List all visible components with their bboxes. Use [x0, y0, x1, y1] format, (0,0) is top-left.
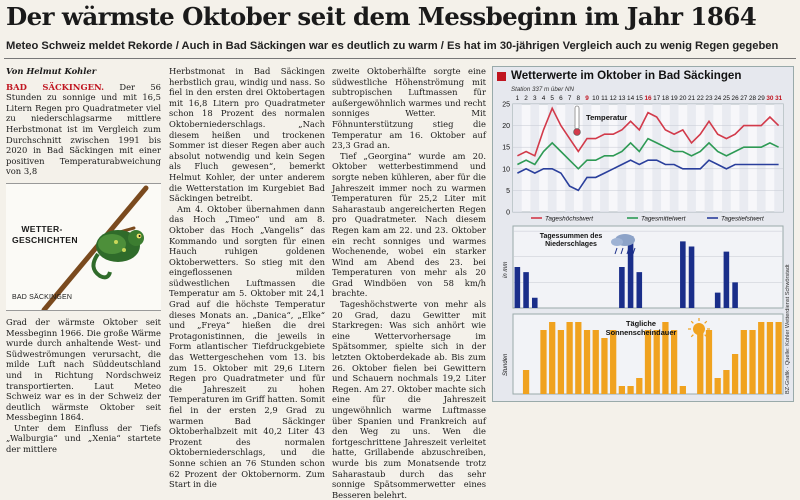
- legend-label: Tageshöchstwert: [545, 215, 594, 223]
- day-tick-label: 30: [766, 95, 774, 102]
- day-stripe: [757, 104, 766, 212]
- day-stripe: [739, 104, 748, 212]
- day-tick-label: 16: [644, 95, 652, 102]
- temperature-tick-label: 0: [506, 209, 510, 217]
- sunshine-unit-label: Stunden: [503, 353, 509, 376]
- day-tick-label: 14: [627, 95, 635, 102]
- thermometer-icon: [575, 106, 579, 130]
- sunshine-bar: [654, 330, 660, 394]
- article-paragraph: Herbstmonat in Bad Säckingen herbstlich grau, windig und nass. So fiel in den ersten drei Oktobertagen mit 16,8 Litern pro Quadratmeter schon 18 Prozent des normalen Oktoberniederschlags. „Nach diesem heißen und trockenen Sommer ist dieser Regen aber auch absolut notwendig und kein Segen als Fluch gewesen“, bemerkt Helmut Kohler, der unter anderem die Wetterstation im Kurgebiet Bad Säckingen betreibt.: [169, 66, 325, 204]
- day-tick-label: 6: [559, 95, 563, 102]
- sunshine-bar: [593, 330, 599, 394]
- day-tick-label: 10: [592, 95, 600, 102]
- chart-title: Wetterwerte im Oktober in Bad Säckingen: [511, 69, 742, 82]
- sunshine-bar: [627, 386, 633, 394]
- day-stripe: [513, 104, 522, 212]
- day-tick-label: 28: [748, 95, 757, 102]
- sunshine-bar: [749, 330, 755, 394]
- sunshine-label-line: Sonnenscheindauer: [605, 328, 677, 337]
- article-paragraph: Tief „Georgina“ wurde am 20. Oktober wetterbestimmend und sorgte neben kühleren, aber für die Jahreszeit immer noch zu warmen Temperaturen für 25,2 Liter mit Saharastaub angereicherten Regen pro Quadratmeter. Nach diesem Regen kam am 22. und 23. Oktober ein recht sonniges und warmes Wochenende, wobei ein starker Wind am Abend des 23. bei Temperaturen von mehr als 20 Grad Windböen von 58 km/h brachte.: [332, 150, 486, 299]
- day-tick-label: 20: [679, 95, 687, 102]
- day-tick-label: 27: [740, 95, 748, 102]
- temperature-label: Temperatur: [586, 113, 628, 122]
- article-column-1: [6, 66, 161, 455]
- day-tick-label: 15: [635, 95, 643, 102]
- day-stripe: [670, 104, 679, 212]
- day-tick-label: 24: [714, 95, 722, 102]
- day-stripe: [722, 104, 731, 212]
- day-tick-label: 8: [576, 95, 581, 102]
- rain-label-line: Niederschlages: [545, 241, 597, 248]
- article-paragraph: Am 4. Oktober übernahmen dann das Hoch „Timeo“ und am 8. Oktober das Hoch „Vangelis“ das Kommando und sorgten für einen Hauch ruhigen goldenen Oktoberwetters. So stieg mit den eingeflossenen milden südwestlichen Luftmassen die Temperatur am 5. Oktober mit 24,1 Grad auf die höchste Temperatur dieses Monats an. „Danica“, „Elke“ und „Freya“ hießen die drei Protagonistinnen, die jeweils in Form atlantischer Tiefdruckgebiete das Wettergeschehen vom 13. bis zum 15. Oktober mit 29,6 Litern Regen pro Quadratmeter und für die Jahreszeit zu hohen Temperaturen im Griff hatten. Somit fiel in der ersten 2,9 Grad zu warmen Bad Säckinger Oktoberhalbzeit mit 40,2 Liter 43 Prozent des normalen Oktoberniederschlags, und die Sonne schien an 76 Stunden schon 62 Prozent der Oktobernorm. Zum Start in die: [169, 203, 325, 490]
- thermometer-bulb: [574, 129, 581, 136]
- sunshine-bar: [680, 386, 686, 394]
- sunshine-bar: [758, 322, 764, 394]
- day-tick-label: 3: [532, 95, 537, 102]
- rain-bar: [637, 272, 643, 308]
- weather-chart: [492, 66, 794, 402]
- sunshine-bar: [715, 378, 721, 394]
- rain-bar: [715, 293, 721, 308]
- article-paragraph: Tageshöchstwerte von mehr als 20 Grad, dazu Gewitter mit Starkregen: Was sich anhört wie eine Wettervorhersage im Spätsommer, spielte sich in der letzten Oktoberdekade ab. Bis zum 26. Oktober fielen bei Gewittern und Schauern nochmals 19,2 Liter Regen. Am 27. Oktober machte sich eine für die Jahreszeit ungewöhnlich warme Luftmasse über Spanien und Frankreich auf den Weg zu uns. Wen die fortgeschrittene Jahreszeit verleitet hatte, Grillabende abzuschreiben, wurde bis zum Monatsende trotz Saharastaub durch das sehr sonnige Spätsommerwetter eines Besseren belehrt.: [332, 299, 486, 500]
- sunshine-bar: [558, 330, 564, 394]
- day-tick-label: 29: [757, 95, 765, 102]
- rain-bar: [515, 267, 521, 308]
- sunshine-bar: [523, 370, 529, 394]
- chameleon-on-branch-icon: [6, 184, 161, 310]
- sunshine-bar: [575, 322, 581, 394]
- sunshine-bar: [540, 330, 546, 394]
- chart-credit: BZ-Grafik · Quelle: Kohler Wetterdienst Schwörstadt: [785, 264, 791, 394]
- subhead: Meteo Schweiz meldet Rekorde / Auch in Bad Säckingen war es deutlich zu warm / Es hat im 30-jährigen Vergleich auch zu wenig Regen gegeben: [6, 40, 779, 52]
- sunshine-bar: [732, 354, 738, 394]
- dateline: BAD SÄCKINGEN.: [6, 81, 105, 92]
- legend-label: Tagesmittelwert: [641, 215, 686, 223]
- temperature-tick-label: 25: [502, 101, 510, 109]
- divider: [4, 58, 796, 59]
- day-tick-label: 11: [601, 95, 608, 102]
- sunshine-bar: [776, 322, 782, 394]
- box-location: BAD SÄCKINGEN: [12, 294, 73, 302]
- day-tick-label: 5: [550, 95, 554, 102]
- day-stripe: [548, 104, 557, 212]
- day-tick-label: 21: [687, 95, 696, 102]
- day-tick-label: 26: [731, 95, 739, 102]
- day-tick-label: 7: [567, 95, 572, 102]
- article-intro: [6, 82, 161, 177]
- day-tick-label: 23: [705, 95, 713, 102]
- day-stripe: [530, 104, 539, 212]
- sunshine-bar: [619, 386, 625, 394]
- temperature-tick-label: 5: [506, 187, 510, 195]
- wetter-geschichten-box: [6, 183, 161, 311]
- day-tick-label: 18: [661, 95, 669, 102]
- sun-icon: [693, 323, 705, 335]
- chart-header: [493, 67, 793, 85]
- temperature-tick-label: 10: [502, 166, 510, 174]
- sunshine-label-line: Tägliche: [626, 319, 656, 328]
- rain-bar: [523, 272, 529, 308]
- sunshine-bar: [671, 330, 677, 394]
- sunshine-bar: [645, 330, 651, 394]
- day-tick-label: 2: [524, 95, 528, 102]
- article-paragraph: zweite Oktoberhälfte sorgte eine südwestliche Höhenströmung mit subtropischen Luftmassen für außergewöhnlich warmes und recht sonniges Wetter. Mit Föhnunterstützung stieg die Temperatur am 16. Oktober auf 23,3 Grad an.: [332, 66, 486, 151]
- sunshine-bar: [549, 322, 555, 394]
- day-tick-label: 1: [515, 95, 520, 102]
- article-column-3: [332, 66, 486, 500]
- sunshine-bar: [723, 370, 729, 394]
- day-tick-label: 25: [722, 95, 730, 102]
- article-paragraph: Unter dem Einfluss der Tiefs „Walburgia“ und „Xenia“ startete der mittlere: [6, 422, 161, 455]
- headline: Der wärmste Oktober seit dem Messbeginn im Jahr 1864: [6, 2, 757, 31]
- cloud-icon-part: [611, 238, 623, 246]
- rain-label-line: Tagessummen des: [539, 233, 603, 240]
- day-stripe: [687, 104, 696, 212]
- article-column-2: [169, 66, 325, 490]
- rain-bar: [689, 247, 695, 309]
- chart-station: Station 337 m über NN: [511, 86, 574, 93]
- rain-bar: [724, 252, 730, 308]
- rain-bar: [680, 241, 686, 308]
- temperature-tick-label: 20: [502, 123, 510, 131]
- byline: Von Helmut Kohler: [6, 66, 97, 76]
- rain-bar: [532, 298, 538, 308]
- day-tick-label: 13: [618, 95, 626, 102]
- box-title: WETTER-GESCHICHTEN: [12, 223, 78, 245]
- sunshine-bar: [697, 330, 703, 394]
- sunshine-bar: [636, 378, 642, 394]
- article-intro-text: Der 56 Stunden zu sonnige und mit 16,5 Litern Regen pro Quadratmeter viel zu niederschlagsarme mittlere Herbstmonat ist im Vergleich zum Durchschnitt zwischen 1991 bis 2020 in Bad Säckingen mit einer positiven Temperaturabweichung von 3,8: [6, 81, 161, 177]
- sunshine-bar: [741, 330, 747, 394]
- sunshine-bar: [601, 338, 607, 394]
- article-paragraph: Grad der wärmste Oktober seit Messbeginn 1966. Die große Wärme wurde durch anhaltende West- und Südweströmungen verursacht, die milde Luft nach Süddeutschland und in Richtung Nordschweiz transportierten. Laut Meteo Schweiz war es in der Schweiz der deutlich wärmste Oktober seit Messbeginn 1864.: [6, 316, 161, 423]
- sunshine-bar: [566, 322, 572, 394]
- sunshine-bar: [610, 330, 616, 394]
- day-tick-label: 22: [696, 95, 704, 102]
- rain-bar: [732, 282, 738, 308]
- chart-marker-square: [497, 72, 506, 81]
- day-tick-label: 9: [585, 95, 589, 102]
- chart-plot: [493, 94, 793, 400]
- day-stripe: [635, 104, 644, 212]
- day-tick-label: 31: [775, 95, 783, 102]
- day-tick-label: 19: [670, 95, 678, 102]
- sunshine-bar: [706, 330, 712, 394]
- sunshine-bar: [584, 330, 590, 394]
- day-tick-label: 17: [653, 95, 661, 102]
- day-tick-label: 12: [609, 95, 617, 102]
- temperature-tick-label: 15: [502, 144, 510, 152]
- rain-unit-label: in mm: [503, 261, 509, 278]
- day-tick-label: 4: [541, 95, 546, 102]
- rain-bar: [619, 267, 625, 308]
- rain-bar: [628, 236, 634, 308]
- sunshine-bar: [767, 322, 773, 394]
- legend-label: Tagestiefstwert: [721, 215, 764, 223]
- day-stripe: [774, 104, 783, 212]
